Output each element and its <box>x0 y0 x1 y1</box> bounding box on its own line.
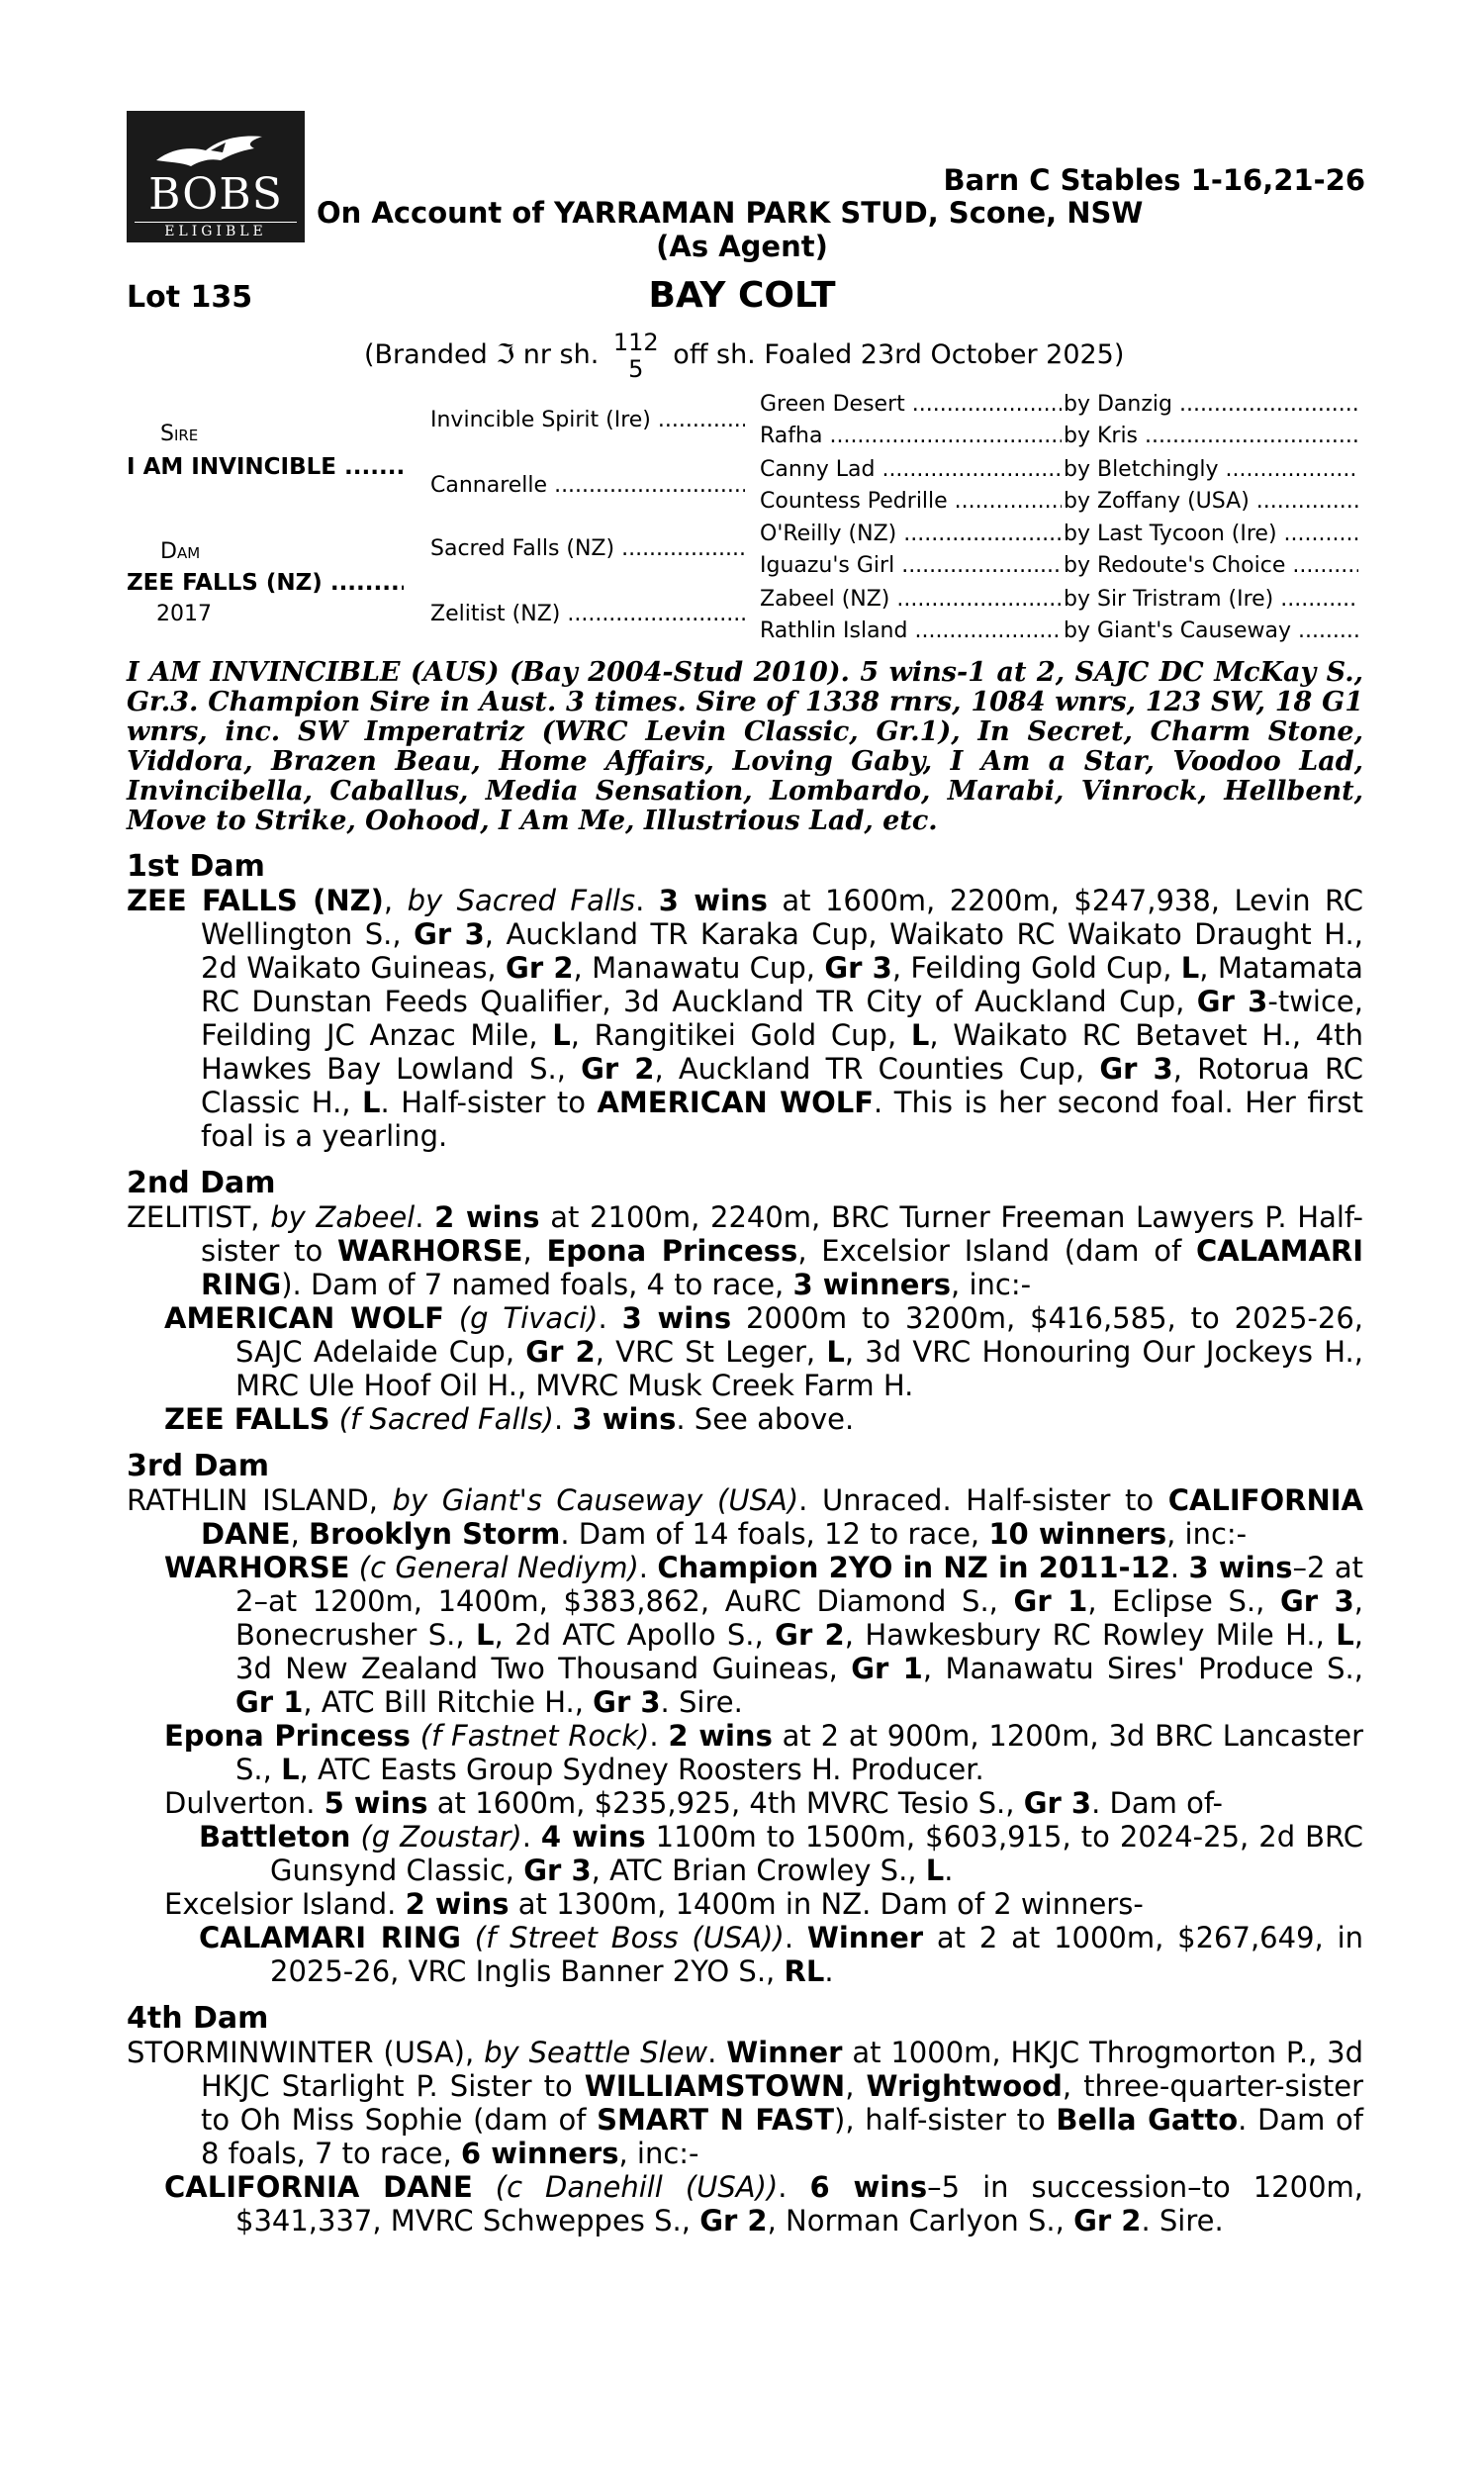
gen4-item: by Redoute's Choice ..... <box>1064 553 1358 578</box>
dam-name: ZEE FALLS (NZ) ..... <box>127 570 404 596</box>
brand-mid: nr sh. <box>522 339 600 370</box>
gen4-item: by Sir Tristram (Ire) ..... <box>1064 587 1358 612</box>
dam3-paragraph: RATHLIN ISLAND, by Giant's Causeway (USA). Unraced. Half-sister to CALIFORNIA DANE, Brooklyn Storm. Dam of 14 foals, 12 to race, 10 winners, inc:- <box>127 1483 1363 1551</box>
brand-denominator: 5 <box>628 355 644 383</box>
gen3-item: Canny Lad ..... <box>760 457 1062 482</box>
progeny-entry: WARHORSE (c General Nediym). Champion 2YO in NZ in 2011-12. 3 wins–2 at 2–at 1200m, 1400m, $383,862, AuRC Diamond S., Gr 1, Eclipse S., Gr 3, Bonecrusher S., L, 2d ATC Apollo S., Gr 2, Hawkesbury RC Rowley Mile H., L, 3d New Zealand Two Thousand Guineas, Gr 1, Manawatu Sires' Produce S., Gr 1, ATC Bill Ritchie H., Gr 3. Sire. <box>164 1551 1363 1719</box>
dam-year: 2017 <box>156 602 212 626</box>
progeny-entry: AMERICAN WOLF (g Tivaci). 3 wins 2000m to 3200m, $416,585, to 2025-26, SAJC Adelaide Cup, Gr 2, VRC St Leger, L, 3d VRC Honouring Our Jockeys H., MRC Ule Hoof Oil H., MVRC Musk Creek Farm H. <box>164 1301 1364 1402</box>
gen3-item: Rathlin Island ..... <box>760 618 1062 643</box>
section-heading-1st-dam: 1st Dam <box>127 849 265 884</box>
progeny-entry: Dulverton. 5 wins at 1600m, $235,925, 4th MVRC Tesio S., Gr 3. Dam of- <box>164 1786 1223 1820</box>
vendor-account: On Account of YARRAMAN PARK STUD, Scone, NSW <box>317 196 1144 230</box>
dam1-paragraph: ZEE FALLS (NZ), by Sacred Falls. 3 wins at 1600m, 2200m, $247,938, Levin RC Wellington S., Gr 3, Auckland TR Karaka Cup, Waikato RC Waikato Draught H., 2d Waikato Guineas, Gr 2, Manawatu Cup, Gr 3, Feilding Gold Cup, L, Matamata RC Dunstan Feeds Qualifier, 3d Auckland TR City of Auckland Cup, Gr 3-twice, Feilding JC Anzac Mile, L, Rangitikei Gold Cup, L, Waikato RC Betavet H., 4th Hawkes Bay Lowland S., Gr 2, Auckland TR Counties Cup, Gr 3, Rotorua RC Classic H., L. Half-sister to AMERICAN WOLF. This is her second foal. Her first foal is a yearling. <box>127 884 1363 1153</box>
gen3-item: Iguazu's Girl ..... <box>760 553 1062 578</box>
sire-summary: I AM INVINCIBLE (AUS) (Bay 2004-Stud 2010). 5 wins-1 at 2, SAJC DC McKay S., Gr.3. Champion Sire in Aust. 3 times. Sire of 1338 rnrs, 1084 wnrs, 123 SW, 18 G1 wnrs, inc. SW Imperatriz (WRC Levin Classic, Gr.1), In Secret, Charm Stone, Viddora, Brazen Beau, Home Affairs, Loving Gaby, I Am a Star, Voodoo Lad, Invincibella, Caballus, Media Sensation, Lombardo, Marabi, Vinrock, Hellbent, Move to Strike, Oohood, I Am Me, Illustrious Lad, etc. <box>127 657 1363 836</box>
bobs-eligible-logo <box>127 111 305 242</box>
gen3-item: Green Desert ..... <box>760 392 1062 417</box>
lot-number: Lot 135 <box>127 280 253 315</box>
sire-label: Sire <box>160 422 199 446</box>
gen3-item: Countess Pedrille ..... <box>760 489 1062 514</box>
gen4-item: by Zoffany (USA) ..... <box>1064 489 1358 514</box>
brand-line <box>364 330 1124 382</box>
catalogue-body <box>127 658 1363 2237</box>
sire-name: I AM INVINCIBLE ..... <box>127 454 404 480</box>
gen2-item: Cannarelle ..... <box>430 473 745 498</box>
progeny-entry: Excelsior Island. 2 wins at 1300m, 1400m in NZ. Dam of 2 winners- <box>164 1887 1144 1921</box>
section-heading-3rd-dam: 3rd Dam <box>127 1449 269 1483</box>
brand-fraction <box>613 330 659 382</box>
brand-numerator: 112 <box>612 329 659 356</box>
gen4-item: by Kris ..... <box>1064 424 1358 448</box>
gen3-item: Zabeel (NZ) ..... <box>760 587 1062 612</box>
progeny-entry: ZEE FALLS (f Sacred Falls). 3 wins. See above. <box>164 1402 855 1436</box>
dam4-paragraph: STORMINWINTER (USA), by Seattle Slew. Winner at 1000m, HKJC Throgmorton P., 3d HKJC Starlight P. Sister to WILLIAMSTOWN, Wrightwood, three-quarter-sister to Oh Miss Sophie (dam of SMART N FAST), half-sister to Bella Gatto. Dam of 8 foals, 7 to race, 6 winners, inc:- <box>127 2036 1363 2170</box>
progeny-entry: Epona Princess (f Fastnet Rock). 2 wins at 2 at 900m, 1200m, 3d BRC Lancaster S., L, ATC Easts Group Sydney Roosters H. Producer. <box>164 1719 1364 1786</box>
progeny-entry: CALIFORNIA DANE (c Danehill (USA)). 6 wins–5 in succession–to 1200m, $341,337, MVRC Schweppes S., Gr 2, Norman Carlyon S., Gr 2. Sire. <box>164 2170 1363 2237</box>
gen4-item: by Last Tycoon (Ire) ..... <box>1064 522 1358 546</box>
brand-symbol-icon: ℑ <box>496 339 515 370</box>
section-heading-4th-dam: 4th Dam <box>127 2001 269 2036</box>
gen2-item: Invincible Spirit (Ire) ..... <box>430 408 745 432</box>
racehorse-icon <box>151 131 280 170</box>
gen4-item: by Danzig ..... <box>1064 392 1358 417</box>
dam2-paragraph: ZELITIST, by Zabeel. 2 wins at 2100m, 2240m, BRC Turner Freeman Lawyers P. Half-sister to WARHORSE, Epona Princess, Excelsior Island (dam of CALAMARI RING). Dam of 7 named foals, 4 to race, 3 winners, inc:- <box>127 1200 1364 1301</box>
progeny-entry: Battleton (g Zoustar). 4 wins 1100m to 1500m, $603,915, to 2024-25, 2d BRC Gunsynd Classic, Gr 3, ATC Brian Crowley S., L. <box>199 1820 1363 1887</box>
lot-title: BAY COLT <box>648 275 836 316</box>
logo-top-text: BOBS <box>148 169 283 220</box>
section-heading-2nd-dam: 2nd Dam <box>127 1166 276 1200</box>
gen3-item: Rafha ..... <box>760 424 1062 448</box>
logo-bottom-text: ELIGIBLE <box>135 222 297 240</box>
agent-note: (As Agent) <box>656 230 828 263</box>
dam-label: Dam <box>160 539 201 564</box>
gen3-item: O'Reilly (NZ) ..... <box>760 522 1062 546</box>
gen2-item: Sacred Falls (NZ) ..... <box>430 536 745 561</box>
barn-location: Barn C Stables 1-16,21-26 <box>943 163 1365 197</box>
gen4-item: by Giant's Causeway ..... <box>1064 618 1358 643</box>
brand-pre: (Branded <box>364 339 488 370</box>
progeny-entry: CALAMARI RING (f Street Boss (USA)). Winner at 2 at 1000m, $267,649, in 2025-26, VRC Inglis Banner 2YO S., RL. <box>199 1921 1364 1988</box>
brand-post: off sh. Foaled 23rd October 2025) <box>673 339 1125 370</box>
gen2-item: Zelitist (NZ) ..... <box>430 602 745 626</box>
gen4-item: by Bletchingly ..... <box>1064 457 1358 482</box>
